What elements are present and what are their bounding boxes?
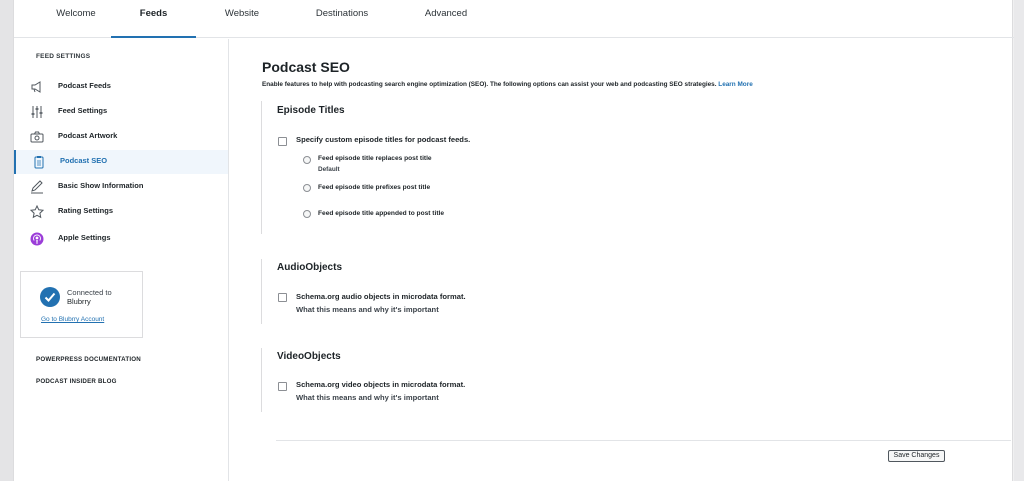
clipboard-icon	[32, 155, 46, 169]
section-divider	[261, 348, 262, 412]
camera-icon	[30, 130, 44, 144]
sidebar-item-label: Podcast Feeds	[58, 81, 111, 90]
radio-prefixes-post-title[interactable]	[303, 184, 311, 192]
section-divider	[261, 101, 262, 234]
connection-service: Blubrry	[67, 297, 91, 306]
pencil-icon	[30, 180, 44, 194]
sidebar-item-podcast-seo[interactable]	[14, 150, 228, 174]
sidebar-item-label: Podcast Artwork	[58, 131, 118, 140]
custom-episode-titles-label: Specify custom episode titles for podcast feeds.	[296, 135, 471, 144]
radio-appended-label: Feed episode title appended to post title	[318, 210, 445, 217]
footer-divider	[276, 440, 1011, 441]
window-edge-left	[0, 0, 13, 481]
sidebar-item-label: Basic Show Information	[58, 181, 144, 190]
video-objects-checkbox[interactable]	[278, 382, 287, 391]
settings-panel	[13, 0, 1013, 481]
tab-bar	[14, 0, 1014, 38]
main-content	[229, 39, 1014, 481]
sidebar-item-label: Feed Settings	[58, 106, 108, 115]
custom-episode-titles-checkbox[interactable]	[278, 137, 287, 146]
sidebar-item-label: Rating Settings	[58, 206, 114, 215]
podcast-icon	[30, 232, 44, 246]
page-title: Podcast SEO	[262, 59, 350, 75]
radio-prefixes-label: Feed episode title prefixes post title	[318, 184, 431, 191]
sidebar-item-apple-settings[interactable]	[14, 227, 228, 251]
audio-objects-label: Schema.org audio objects in microdata format.	[296, 292, 466, 301]
podcast-insider-blog-link[interactable]: PODCAST INSIDER BLOG	[36, 378, 117, 385]
radio-appended-to-post-title[interactable]	[303, 210, 311, 218]
video-objects-help-link[interactable]: What this means and why it's important	[296, 393, 439, 402]
check-circle-icon	[40, 287, 60, 307]
sidebar-item-basic-show-information[interactable]	[14, 175, 228, 199]
sidebar	[14, 39, 229, 481]
audio-objects-heading: AudioObjects	[277, 262, 343, 273]
powerpress-documentation-link[interactable]: POWERPRESS DOCUMENTATION	[36, 356, 141, 363]
audio-objects-checkbox[interactable]	[278, 293, 287, 302]
blubrry-account-link[interactable]: Go to Blubrry Account	[41, 316, 105, 323]
blubrry-connection-card	[20, 271, 143, 338]
video-objects-label: Schema.org video objects in microdata format.	[296, 380, 466, 389]
page-description-text: Enable features to help with podcasting search engine optimization (SEO). The following options can assist your web and podcasting SEO strategies.	[262, 81, 717, 88]
default-note: Default	[318, 166, 340, 173]
page-description	[262, 81, 753, 88]
sidebar-item-rating-settings[interactable]	[14, 200, 228, 224]
radio-replaces-post-title[interactable]	[303, 156, 311, 164]
episode-titles-heading: Episode Titles	[277, 105, 345, 116]
tab-advanced[interactable]: Advanced	[424, 8, 468, 19]
audio-objects-help-link[interactable]: What this means and why it's important	[296, 305, 439, 314]
sidebar-item-podcast-feeds[interactable]	[14, 75, 228, 99]
tab-welcome[interactable]: Welcome	[56, 8, 96, 19]
learn-more-link[interactable]: Learn More	[718, 81, 753, 88]
save-changes-button[interactable]: Save Changes	[888, 450, 945, 462]
sliders-icon	[30, 105, 44, 119]
window-edge-right	[1014, 0, 1024, 481]
section-divider	[261, 259, 262, 324]
tab-destinations[interactable]: Destinations	[315, 8, 369, 19]
connection-status: Connected to	[67, 288, 112, 297]
sidebar-item-podcast-artwork[interactable]	[14, 125, 228, 149]
radio-replaces-label: Feed episode title replaces post title	[318, 155, 432, 162]
star-icon	[30, 205, 44, 219]
sidebar-item-feed-settings[interactable]	[14, 100, 228, 124]
sidebar-item-label: Apple Settings	[58, 233, 111, 242]
tab-feeds[interactable]: Feeds	[111, 0, 196, 38]
tab-website[interactable]: Website	[224, 8, 260, 19]
sidebar-item-label: Podcast SEO	[60, 156, 108, 165]
video-objects-heading: VideoObjects	[277, 351, 341, 362]
megaphone-icon	[30, 80, 44, 94]
sidebar-heading: FEED SETTINGS	[36, 53, 91, 60]
